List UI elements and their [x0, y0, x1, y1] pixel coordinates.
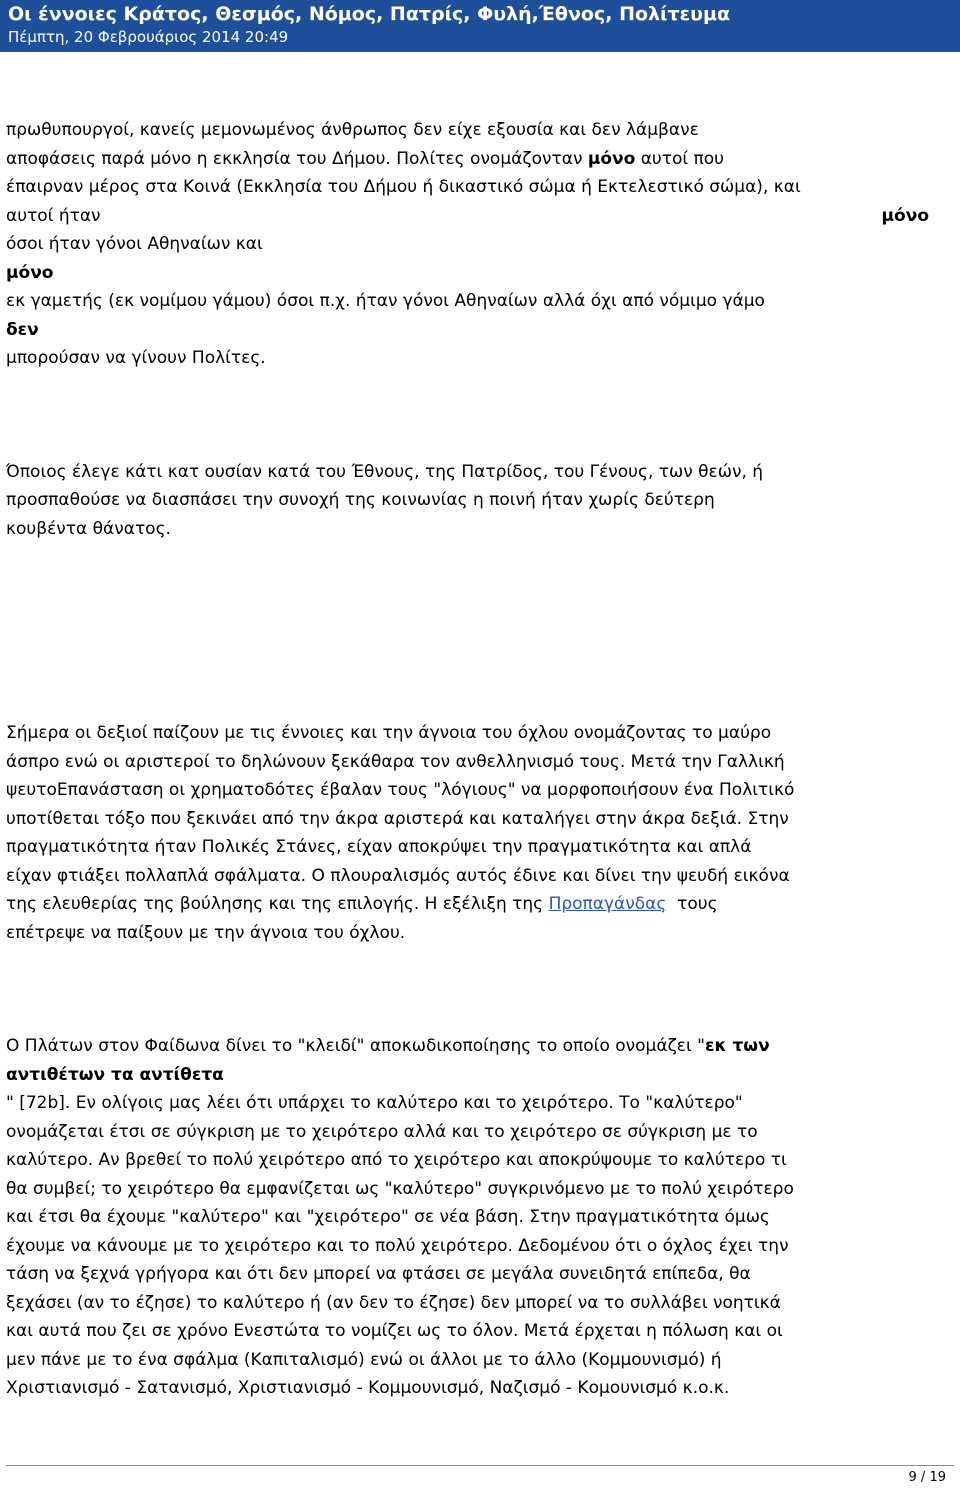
page-number: 9 / 19	[908, 1470, 946, 1485]
text-line: " [72b]. Εν ολίγοις μας λέει ότι υπάρχει το καλύτερο και το χειρότερο. Το "καλύτερο"	[6, 1093, 743, 1113]
bold-phrase: αντιθέτων τα αντίθετα	[6, 1064, 224, 1085]
text-line: επέτρεψε να παίξουν με την άγνοια του όχλου.	[6, 922, 406, 943]
text-line: Ο Πλάτων στον Φαίδωνα δίνει το "κλειδί" αποκωδικοποίησης το οποίο ονομάζει "εκ των	[6, 1036, 770, 1056]
text-line: όσοι ήταν γόνοι Αθηναίων και	[6, 234, 263, 254]
document-header	[0, 0, 960, 52]
text-line: έπαιρναν μέρος στα Κοινά (Εκκλησία του Δήμου ή δικαστικό σώμα ή Εκτελεστικό σώμα), και	[6, 177, 801, 197]
bold-word: δεν	[6, 319, 39, 340]
text-line: αποφάσεις παρά μόνο η εκκλησία του Δήμου. Πολίτες ονομάζονταν μόνο αυτοί που	[6, 148, 725, 169]
text-line: και αυτά που ζει σε χρόνο Ενεστώτα το νομίζει ως το όλον. Μετά έρχεται η πόλωση και οι	[6, 1321, 783, 1341]
text-line: πραγματικότητα ήταν Πολικές Στάνες, είχαν αποκρύψει την πραγματικότητα και απλά	[6, 837, 752, 857]
text-line: θα συμβεί; το χειρότερο θα εμφανίζεται ως "καλύτερο" συγκρινόμενο με το πολύ χειρότερο	[6, 1178, 794, 1199]
text-line: και έτσι θα έχουμε "καλύτερο" και "χειρότερο" σε νέα βάση. Στην πραγματικότητα όμως	[6, 1207, 770, 1227]
text-line: Χριστιανισμό - Σατανισμό, Χριστιανισμό - Κομμουνισμό, Ναζισμό - Κομουνισμό κ.ο.κ.	[6, 1378, 730, 1398]
text-line: εκ γαμετής (εκ νομίμου γάμου) όσοι π.χ. ήταν γόνοι Αθηναίων αλλά όχι από νόμιμο γάμο	[6, 291, 765, 311]
text-line: τάση να ξεχνά γρήγορα και ότι δεν μπορεί να φτάσει σε μεγάλα συνειδητά επίπεδα, θα	[6, 1264, 751, 1284]
footer-divider	[6, 1465, 954, 1466]
text-line: μεν πάνε με το ένα σφάλμα (Καπιταλισμό) ενώ οι άλλοι με το άλλο (Κομμουνισμό) ή	[6, 1349, 722, 1370]
document-date: Πέμπτη, 20 Φεβρουάριος 2014 20:49	[8, 28, 289, 46]
text-line: ονομάζεται έτσι σε σύγκριση με το χειρότερο αλλά και το χειρότερο σε σύγκριση με το	[6, 1121, 758, 1142]
text-line: είχαν φτιάξει πολλαπλά σφάλματα. Ο πλουραλισμός αυτός έδινε και δίνει την ψευδή εικόνα	[6, 865, 790, 886]
document-body	[6, 116, 954, 1403]
text-line: της ελευθερίας της βούλησης και της επιλογής. Η εξέλιξη της Προπαγάνδας τους	[6, 894, 718, 914]
text-line: καλύτερο. Αν βρεθεί το πολύ χειρότερο από το χειρότερο και αποκρύψουμε το καλύτερο τι	[6, 1150, 787, 1170]
text-line: έχουμε να κάνουμε με το χειρότερο και το πολύ χειρότερο. Δεδομένου ότι ο όχλος έχει την	[6, 1235, 789, 1256]
text-line: προσπαθούσε να διασπάσει την συνοχή της κοινωνίας η ποινή ήταν χωρίς δεύτερη	[6, 490, 715, 510]
bold-phrase: εκ των	[704, 1036, 770, 1056]
propaganda-link[interactable]: Προπαγάνδας	[548, 894, 667, 914]
paragraph-penalty	[6, 458, 954, 544]
text-line: κουβέντα θάνατος.	[6, 518, 171, 539]
bold-word: μόνο	[881, 205, 929, 226]
bold-word: μόνο	[587, 148, 636, 169]
text-line: υποτίθεται τόξο που ξεκινάει από την άκρα αριστερά και καταλήγει στην άκρα δεξιά. Στην	[6, 808, 789, 829]
text-line: ξεχάσει (αν το έζησε) το καλύτερο ή (αν δεν το έζησε) δεν μπορεί να το συλλάβει νοητικά	[6, 1292, 781, 1313]
paragraph-today	[6, 719, 954, 947]
text-line: αυτοί ήταν μόνο	[6, 202, 954, 231]
paragraph-plato	[6, 1032, 954, 1403]
bold-word: μόνο	[6, 262, 54, 283]
text-line: άσπρο ενώ οι αριστεροί το δηλώνουν ξεκάθαρα τον ανθελληνισμό τους. Μετά την Γαλλική	[6, 751, 785, 772]
paragraph-citizens	[6, 116, 954, 373]
text-line: πρωθυπουργοί, κανείς μεμονωμένος άνθρωπος δεν είχε εξουσία και δεν λάμβανε	[6, 120, 699, 140]
text-line: ψευτοΕπανάσταση οι χρηματοδότες έβαλαν τους "λόγιους" να μορφοποιήσουν ένα Πολιτικό	[6, 780, 795, 800]
text-line: μπορούσαν να γίνουν Πολίτες.	[6, 348, 266, 368]
text-line: Όποιος έλεγε κάτι κατ ουσίαν κατά του Έθνους, της Πατρίδος, του Γένους, των θεών, ή	[6, 461, 764, 482]
text-line: Σήμερα οι δεξιοί παίζουν με τις έννοιες και την άγνοια του όχλου ονομάζοντας το μαύρο	[6, 723, 772, 743]
document-title: Οι έννοιες Κράτος, Θεσμός, Νόμος, Πατρίς, Φυλή,Έθνος, Πολίτευμα	[8, 3, 731, 25]
